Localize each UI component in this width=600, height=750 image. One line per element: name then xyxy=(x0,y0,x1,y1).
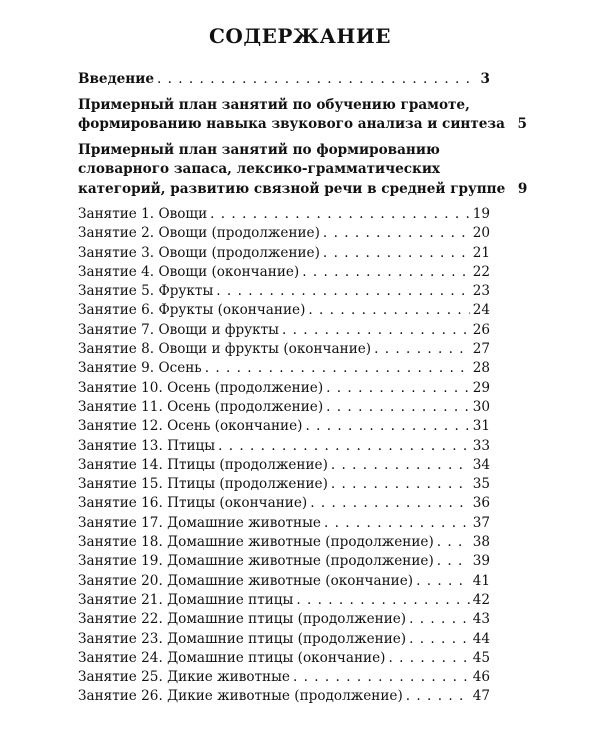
toc-entry-text-line: Введение xyxy=(78,71,154,87)
toc-entry-text-line: словарного запаса, лексико-грамматических xyxy=(78,161,441,177)
page-number: 29 xyxy=(472,379,490,396)
toc-entry-lesson[interactable] xyxy=(78,340,490,359)
toc-entry-lesson[interactable] xyxy=(78,437,490,456)
dot-leader xyxy=(331,456,470,475)
page-number: 22 xyxy=(472,263,490,280)
page-number: 45 xyxy=(472,649,490,666)
toc-entry-lesson[interactable] xyxy=(78,301,490,320)
dot-leader xyxy=(296,591,469,610)
page-number: 36 xyxy=(472,495,490,512)
lesson-title: Занятие 13. Птицы xyxy=(78,437,216,454)
dot-leader xyxy=(157,70,471,90)
dot-leader xyxy=(305,417,469,436)
page-number: 24 xyxy=(472,302,490,319)
dot-leader xyxy=(310,494,469,513)
toc-entry-section[interactable] xyxy=(78,96,527,135)
lesson-title: Занятие 4. Овощи (окончание) xyxy=(78,263,300,280)
dot-leader xyxy=(409,630,470,649)
page-number: 47 xyxy=(472,688,490,705)
page-number: 43 xyxy=(472,611,490,628)
toc-entry-lesson[interactable] xyxy=(78,379,490,398)
lesson-title: Занятие 14. Птицы (продолжение) xyxy=(78,456,328,473)
dot-leader xyxy=(388,649,469,668)
lesson-title: Занятие 22. Домашние птицы (продолжение) xyxy=(78,611,407,628)
page-number: 28 xyxy=(472,360,490,377)
lesson-title: Занятие 3. Овощи (продолжение) xyxy=(78,244,320,261)
dot-leader xyxy=(409,610,470,629)
page-number: 26 xyxy=(472,321,490,338)
toc-entry-last-line xyxy=(78,70,490,90)
toc-entry-lesson[interactable] xyxy=(78,591,490,610)
dot-leader xyxy=(205,359,470,378)
lesson-title: Занятие 16. Птицы (окончание) xyxy=(78,495,308,512)
toc-entry-section[interactable] xyxy=(78,141,528,200)
toc-entry-lesson[interactable] xyxy=(78,321,490,340)
lesson-title: Занятие 1. Овощи xyxy=(78,206,208,222)
dot-leader xyxy=(218,437,470,456)
dot-leader xyxy=(216,282,469,301)
dot-leader xyxy=(282,321,470,340)
lesson-title: Занятие 6. Фрукты (окончание) xyxy=(78,302,306,319)
page-number: 23 xyxy=(472,283,490,300)
page-number: 30 xyxy=(472,398,490,415)
dot-leader xyxy=(331,475,470,494)
dot-leader xyxy=(406,687,470,706)
page-number: 39 xyxy=(472,553,490,570)
dot-leader xyxy=(323,224,470,243)
toc-entry-lesson[interactable] xyxy=(78,668,490,687)
page-number: 41 xyxy=(472,572,490,589)
toc-entry-lesson[interactable] xyxy=(78,514,490,533)
dot-leader xyxy=(416,572,470,591)
toc-entry-text-line: Примерный план занятий по формированию xyxy=(78,141,440,158)
toc-entry-text-line: Примерный план занятий по обучению грамоте, xyxy=(78,96,470,113)
dot-leader xyxy=(210,205,470,224)
lesson-title: Занятие 18. Домашние животные (продолжение) xyxy=(78,534,434,551)
toc-entry-lesson[interactable] xyxy=(78,572,490,591)
lesson-title: Занятие 7. Овощи и фрукты xyxy=(78,321,280,338)
toc-entry-lesson[interactable] xyxy=(78,494,490,513)
page-number: 3 xyxy=(480,71,490,87)
dot-leader xyxy=(326,398,470,417)
lesson-title: Занятие 20. Домашние животные (окончание) xyxy=(78,572,414,589)
page-number: 19 xyxy=(472,206,490,222)
toc-entry-lesson[interactable] xyxy=(78,417,490,436)
toc-entry-lesson[interactable] xyxy=(78,456,490,475)
dot-leader xyxy=(323,244,470,263)
toc-entry-text-line: формированию навыка звукового анализа и синтеза xyxy=(78,116,505,132)
lesson-title: Занятие 24. Домашние птицы (окончание) xyxy=(78,649,386,666)
page-number: 21 xyxy=(472,244,490,261)
toc-entry-lesson[interactable] xyxy=(78,649,490,668)
lesson-title: Занятие 8. Овощи и фрукты (окончание) xyxy=(78,341,372,358)
toc-entry-lesson[interactable] xyxy=(78,282,490,301)
page-number: 46 xyxy=(472,669,490,686)
toc-entry-lesson[interactable] xyxy=(78,533,490,552)
toc-entry-last-line xyxy=(78,180,528,200)
toc-entry-lesson[interactable] xyxy=(78,610,490,629)
page-number: 9 xyxy=(517,180,528,197)
dot-leader xyxy=(293,668,470,687)
page-number: 5 xyxy=(517,116,527,132)
dot-leader xyxy=(374,340,470,359)
toc-entry-lesson[interactable] xyxy=(78,244,490,263)
toc-entry-lesson[interactable] xyxy=(78,552,490,571)
dot-leader xyxy=(437,552,470,571)
page-number: 42 xyxy=(472,591,490,608)
lesson-title: Занятие 21. Домашние птицы xyxy=(78,591,294,608)
page-number: 20 xyxy=(472,225,490,242)
dot-leader xyxy=(324,514,470,533)
page-title: СОДЕРЖАНИЕ xyxy=(209,24,391,48)
lesson-title: Занятие 10. Осень (продолжение) xyxy=(78,379,324,396)
table-of-contents xyxy=(78,70,528,707)
page-number: 33 xyxy=(472,437,490,454)
page-number: 34 xyxy=(472,456,490,473)
lesson-title: Занятие 2. Овощи (продолжение) xyxy=(78,225,320,242)
toc-entry-lesson[interactable] xyxy=(78,359,490,378)
dot-leader xyxy=(437,533,470,552)
toc-entry-lesson[interactable] xyxy=(78,224,490,243)
toc-entry-introduction[interactable] xyxy=(78,70,490,90)
lesson-title: Занятие 12. Осень (окончание) xyxy=(78,418,303,435)
toc-entry-last-line xyxy=(78,115,527,135)
dot-leader xyxy=(326,379,470,398)
dot-leader xyxy=(302,263,469,282)
lesson-title: Занятие 15. Птицы (продолжение) xyxy=(78,476,328,493)
toc-entry-text-line: категорий, развитию связной речи в средней группе xyxy=(78,180,506,197)
page-number: 37 xyxy=(472,514,490,531)
page-number: 27 xyxy=(472,341,490,358)
lesson-title: Занятие 11. Осень (продолжение) xyxy=(78,398,324,415)
toc-entry-lesson[interactable] xyxy=(78,630,490,649)
toc-entry-lesson[interactable] xyxy=(78,263,490,282)
lesson-title: Занятие 23. Домашние птицы (продолжение) xyxy=(78,630,407,647)
page-number: 35 xyxy=(472,476,490,493)
toc-entry-lesson[interactable] xyxy=(78,205,490,224)
lesson-title: Занятие 17. Домашние животные xyxy=(78,514,321,531)
lesson-title: Занятие 19. Домашние животные (продолжение) xyxy=(78,553,434,570)
toc-entry-lesson[interactable] xyxy=(78,398,490,417)
dot-leader xyxy=(308,301,469,320)
lesson-title: Занятие 25. Дикие животные xyxy=(78,669,290,686)
lesson-title: Занятие 9. Осень xyxy=(78,360,202,377)
page-number: 31 xyxy=(472,418,490,435)
lesson-title: Занятие 5. Фрукты xyxy=(78,283,214,300)
toc-entry-lesson[interactable] xyxy=(78,475,490,494)
page-number: 38 xyxy=(472,534,490,551)
page-number: 44 xyxy=(472,630,490,647)
lesson-title: Занятие 26. Дикие животные (продолжение) xyxy=(78,688,403,705)
toc-entry-lesson[interactable] xyxy=(78,687,490,706)
